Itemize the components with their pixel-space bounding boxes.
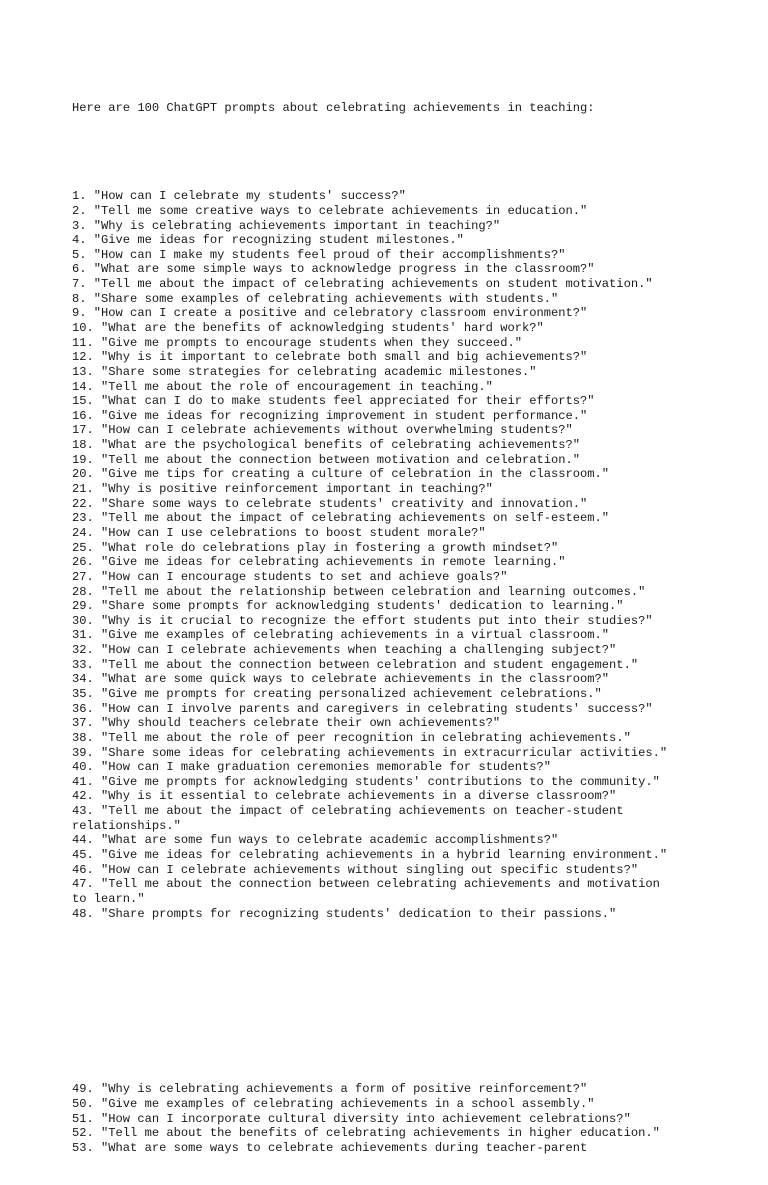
prompt-list-line: 11. "Give me prompts to encourage students when they succeed." xyxy=(72,335,522,350)
prompt-list-part-1 xyxy=(72,189,762,921)
prompt-list-line: 9. "How can I create a positive and celebratory classroom environment?" xyxy=(72,306,588,321)
blank-line xyxy=(72,951,762,966)
prompt-list-line: 39. "Share some ideas for celebrating achievements in extracurricular activities." xyxy=(72,745,668,760)
prompt-list-line: 35. "Give me prompts for creating personalized achievement celebrations." xyxy=(72,687,602,701)
prompt-list-line: 1. "How can I celebrate my students' success?" xyxy=(72,189,406,204)
prompt-list-line: to learn." xyxy=(72,891,145,906)
prompt-list-line: 2. "Tell me some creative ways to celebrate achievements in education." xyxy=(72,203,588,218)
prompt-list-line: 10. "What are the benefits of acknowledging students' hard work?" xyxy=(72,320,544,335)
prompt-list-line: 25. "What role do celebrations play in fostering a growth mindset?" xyxy=(72,540,559,555)
blank-line xyxy=(72,995,762,1010)
prompt-list-line: 8. "Share some examples of celebrating achievements with students." xyxy=(72,291,559,306)
prompt-list-line: 17. "How can I celebrate achievements without overwhelming students?" xyxy=(72,423,573,438)
prompt-list-line: 7. "Tell me about the impact of celebrating achievements on student motivation." xyxy=(72,277,653,292)
prompt-list-line: 31. "Give me examples of celebrating achievements in a virtual classroom." xyxy=(72,628,610,643)
prompt-list-line: 50. "Give me examples of celebrating achievements in a school assembly." xyxy=(72,1097,595,1112)
prompt-list-line: 37. "Why should teachers celebrate their own achievements?" xyxy=(72,716,501,731)
prompt-list-line: 42. "Why is it essential to celebrate achievements in a diverse classroom?" xyxy=(72,789,617,804)
prompt-list-line: 13. "Share some strategies for celebrating academic milestones." xyxy=(72,364,537,379)
prompt-list-line: 32. "How can I celebrate achievements when teaching a challenging subject?" xyxy=(72,643,617,658)
prompt-list-line: 16. "Give me ideas for recognizing improvement in student performance." xyxy=(72,408,588,423)
prompt-list-line: 49. "Why is celebrating achievements a form of positive reinforcement?" xyxy=(72,1082,588,1097)
prompt-list-line: 24. "How can I use celebrations to boost student morale?" xyxy=(72,525,486,540)
prompt-list-line: 30. "Why is it crucial to recognize the effort students put into their studies?" xyxy=(72,613,653,628)
blank-line xyxy=(72,145,762,160)
prompt-list-line: 4. "Give me ideas for recognizing student milestones." xyxy=(72,233,464,248)
prompt-list-line: 20. "Give me tips for creating a culture of celebration in the classroom." xyxy=(72,467,610,482)
prompt-list-line: 36. "How can I involve parents and caregivers in celebrating students' success?" xyxy=(72,701,653,716)
prompt-list-line: 12. "Why is it important to celebrate both small and big achievements?" xyxy=(72,350,588,365)
intro-line: Here are 100 ChatGPT prompts about celebrating achievements in teaching: xyxy=(72,101,595,116)
prompt-list-line: 26. "Give me ideas for celebrating achievements in remote learning." xyxy=(72,555,566,570)
prompt-list-line: 51. "How can I incorporate cultural diversity into achievement celebrations?" xyxy=(72,1111,631,1126)
prompt-list-line: 19. "Tell me about the connection between motivation and celebration." xyxy=(72,452,581,467)
prompt-list-line: 21. "Why is positive reinforcement important in teaching?" xyxy=(72,482,493,497)
prompt-list-line: 5. "How can I make my students feel proud of their accomplishments?" xyxy=(72,247,566,262)
prompt-list-line: 41. "Give me prompts for acknowledging students' contributions to the community." xyxy=(72,774,660,789)
prompt-list-line: 14. "Tell me about the role of encouragement in teaching." xyxy=(72,379,493,394)
prompt-list-line: 3. "Why is celebrating achievements important in teaching?" xyxy=(72,218,501,233)
blank-line xyxy=(72,1038,762,1053)
prompt-list-line: 53. "What are some ways to celebrate achievements during teacher-parent xyxy=(72,1140,588,1155)
prompt-list-line: 47. "Tell me about the connection between celebrating achievements and motivation xyxy=(72,877,660,892)
prompt-list-line: 48. "Share prompts for recognizing students' dedication to their passions." xyxy=(72,906,617,921)
prompt-list-line: 33. "Tell me about the connection between celebration and student engagement." xyxy=(72,657,639,672)
prompt-list-line: 23. "Tell me about the impact of celebrating achievements on self-esteem." xyxy=(72,511,610,526)
prompt-list-line: relationships." xyxy=(72,818,181,833)
prompt-list-line: 45. "Give me ideas for celebrating achievements in a hybrid learning environment." xyxy=(72,848,668,863)
prompt-list-line: 15. "What can I do to make students feel appreciated for their efforts?" xyxy=(72,394,595,409)
prompt-list-line: 22. "Share some ways to celebrate students' creativity and innovation." xyxy=(72,496,588,511)
prompt-list-line: 27. "How can I encourage students to set and achieve goals?" xyxy=(72,569,508,584)
prompt-list-line: 34. "What are some quick ways to celebrate achievements in the classroom?" xyxy=(72,672,610,687)
prompt-list-line: 40. "How can I make graduation ceremonies memorable for students?" xyxy=(72,760,551,775)
prompt-list-line: 43. "Tell me about the impact of celebrating achievements on teacher-student xyxy=(72,804,624,819)
document-text xyxy=(72,72,762,1185)
prompt-list-line: 28. "Tell me about the relationship between celebration and learning outcomes." xyxy=(72,584,646,599)
prompt-list-line: 52. "Tell me about the benefits of celebrating achievements in higher education." xyxy=(72,1126,660,1141)
prompt-list-line: 18. "What are the psychological benefits of celebrating achievements?" xyxy=(72,438,581,453)
prompt-list-line: 44. "What are some fun ways to celebrate academic accomplishments?" xyxy=(72,833,559,848)
prompt-list-part-2 xyxy=(72,1082,762,1155)
prompt-list-line: 29. "Share some prompts for acknowledging students' dedication to learning." xyxy=(72,599,624,614)
prompt-list-line: 38. "Tell me about the role of peer recognition in celebrating achievements." xyxy=(72,730,631,745)
prompt-list-line: 46. "How can I celebrate achievements without singling out specific students?" xyxy=(72,862,639,877)
prompt-list-line: 6. "What are some simple ways to acknowledge progress in the classroom?" xyxy=(72,262,595,277)
